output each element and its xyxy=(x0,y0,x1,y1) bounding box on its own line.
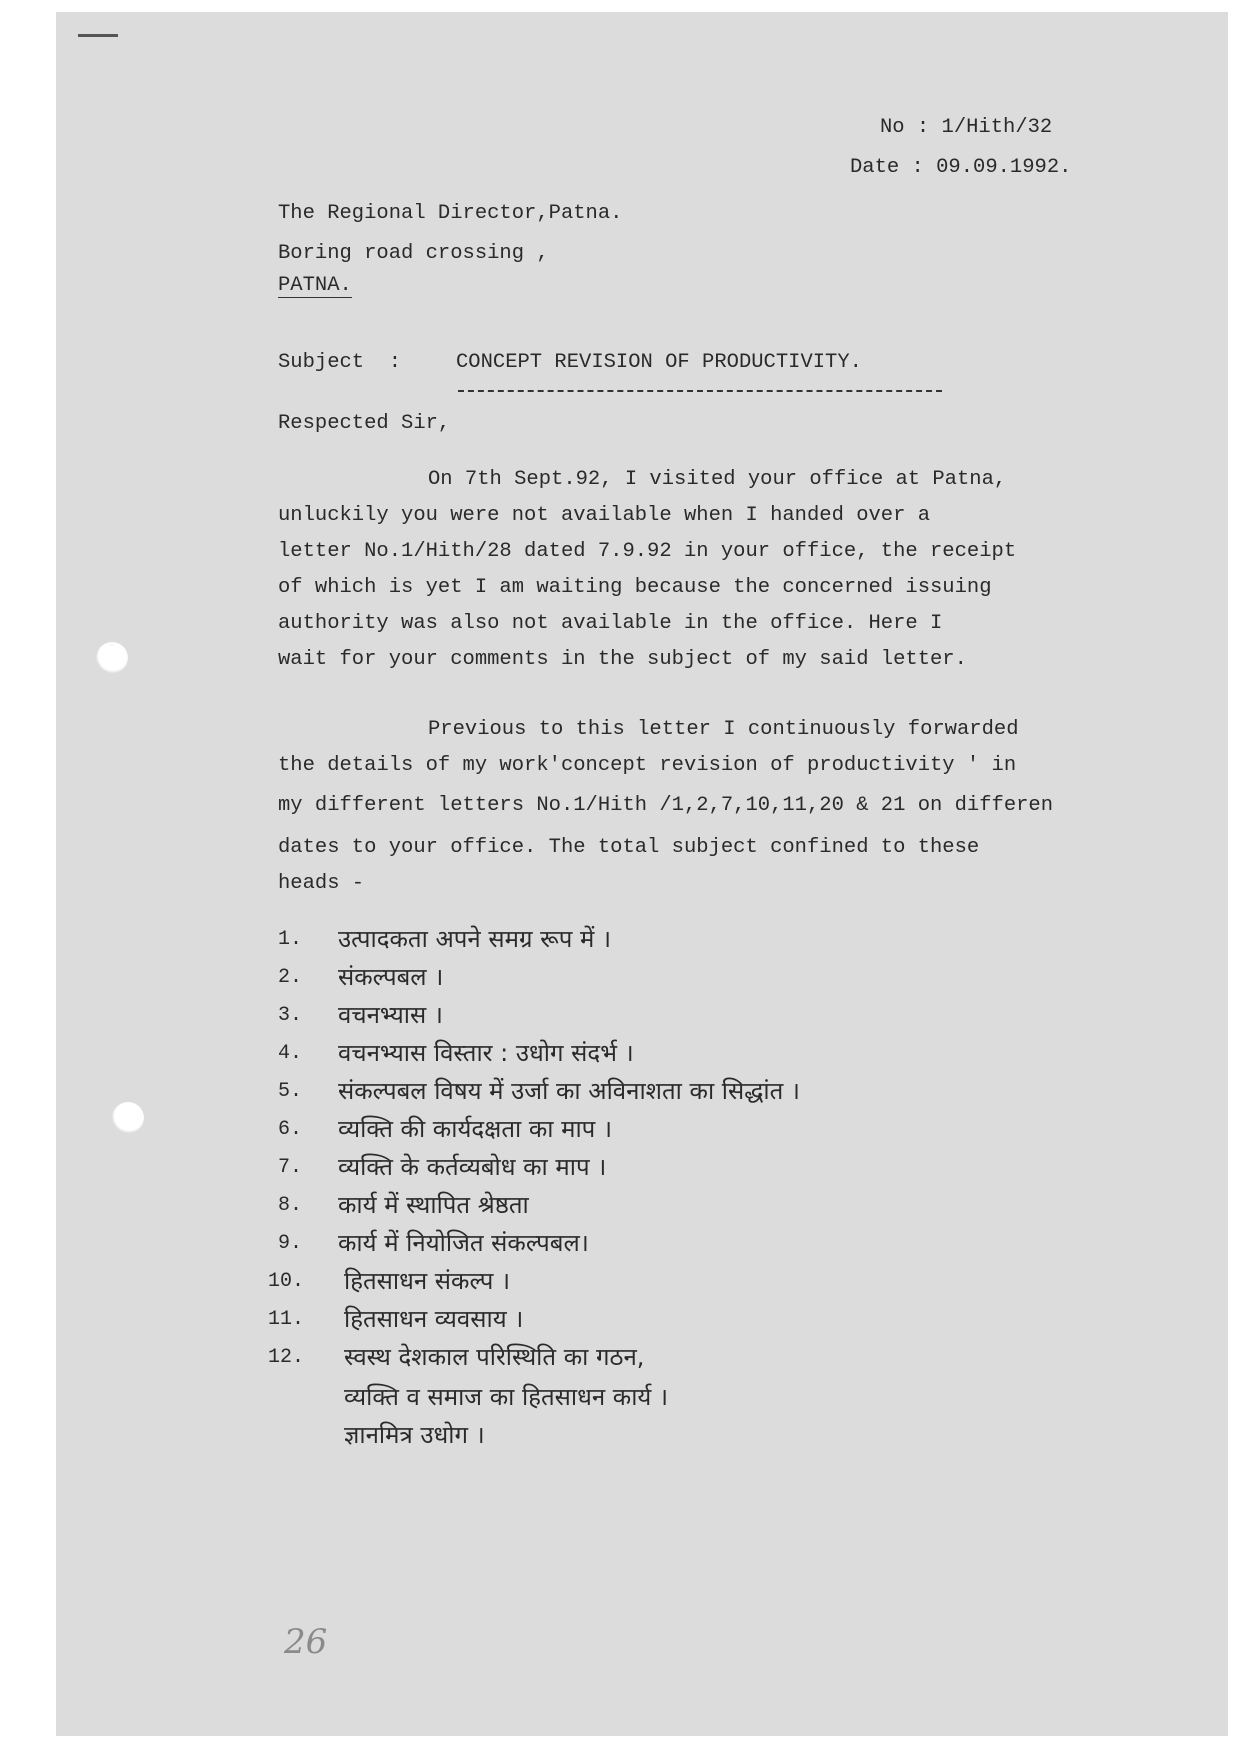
para2-line-1: Previous to this letter I continuously forwarded xyxy=(428,718,1019,741)
ref-date: Date : 09.09.1992. xyxy=(850,156,1072,179)
head-text: कार्य में स्थापित श्रेष्ठता xyxy=(338,1191,529,1219)
head-number: 5. xyxy=(278,1080,303,1103)
para2-line-5: heads - xyxy=(278,872,365,895)
para2-line-2: the details of my work'concept revision of productivity ' in xyxy=(278,754,1017,777)
head-number: 4. xyxy=(278,1042,303,1065)
punch-hole-top xyxy=(96,642,128,674)
para2-line-4: dates to your office. The total subject confined to these xyxy=(278,836,980,859)
head-text: उत्पादकता अपने समग्र रूप में । xyxy=(338,925,612,953)
para1-line-1: On 7th Sept.92, I visited your office at Patna, xyxy=(428,468,1007,491)
corner-smudge xyxy=(78,34,118,37)
para1-line-5: authority was also not available in the office. Here I xyxy=(278,612,943,635)
head-number: 2. xyxy=(278,966,303,989)
head-text: व्यक्ति के कर्तव्यबोध का माप । xyxy=(338,1153,607,1181)
subject-underline xyxy=(458,390,942,392)
salutation: Respected Sir, xyxy=(278,412,451,435)
para1-line-4: of which is yet I am waiting because the concerned issuing xyxy=(278,576,992,599)
address-line-2: Boring road crossing , xyxy=(278,242,549,265)
head-number: 7. xyxy=(278,1156,303,1179)
head-number: 1. xyxy=(278,928,303,951)
para2-line-3: my different letters No.1/Hith /1,2,7,10,11,20 & 21 on differen xyxy=(278,794,1054,817)
punch-hole-bottom xyxy=(112,1102,144,1134)
head-number: 9. xyxy=(278,1232,303,1255)
head-continuation: व्यक्ति व समाज का हितसाधन कार्य । xyxy=(344,1383,669,1411)
head-text: कार्य में नियोजित संकल्पबल। xyxy=(338,1229,589,1257)
para1-line-2: unluckily you were not available when I handed over a xyxy=(278,504,931,527)
head-text: हितसाधन व्यवसाय । xyxy=(344,1305,524,1333)
head-text: स्वस्थ देशकाल परिस्थिति का गठन, xyxy=(344,1343,645,1371)
head-number: 10. xyxy=(268,1270,305,1293)
head-text: संकल्पबल विषय में उर्जा का अविनाशता का सिद्धांत । xyxy=(338,1077,801,1105)
head-number: 3. xyxy=(278,1004,303,1027)
scanned-letter xyxy=(56,12,1228,1736)
ref-no: No : 1/Hith/32 xyxy=(880,116,1053,139)
head-text: संकल्पबल । xyxy=(338,963,444,991)
address-line-1: The Regional Director,Patna. xyxy=(278,202,623,225)
head-number: 8. xyxy=(278,1194,303,1217)
head-continuation: ज्ञानमित्र उधोग । xyxy=(344,1421,485,1449)
address-line-3: PATNA. xyxy=(278,274,352,297)
handwritten-page-number: 26 xyxy=(284,1622,328,1662)
head-number: 11. xyxy=(268,1308,305,1331)
head-text: हितसाधन संकल्प । xyxy=(344,1267,511,1295)
head-text: वचनभ्यास विस्तार : उधोग संदर्भ । xyxy=(338,1039,634,1067)
head-number: 12. xyxy=(268,1346,305,1369)
head-text: व्यक्ति की कार्यदक्षता का माप । xyxy=(338,1115,613,1143)
para1-line-3: letter No.1/Hith/28 dated 7.9.92 in your office, the receipt xyxy=(278,540,1017,563)
head-number: 6. xyxy=(278,1118,303,1141)
para1-line-6: wait for your comments in the subject of my said letter. xyxy=(278,648,967,671)
head-text: वचनभ्यास । xyxy=(338,1001,443,1029)
subject-label: Subject : xyxy=(278,351,402,374)
subject-text: CONCEPT REVISION OF PRODUCTIVITY. xyxy=(456,351,862,374)
